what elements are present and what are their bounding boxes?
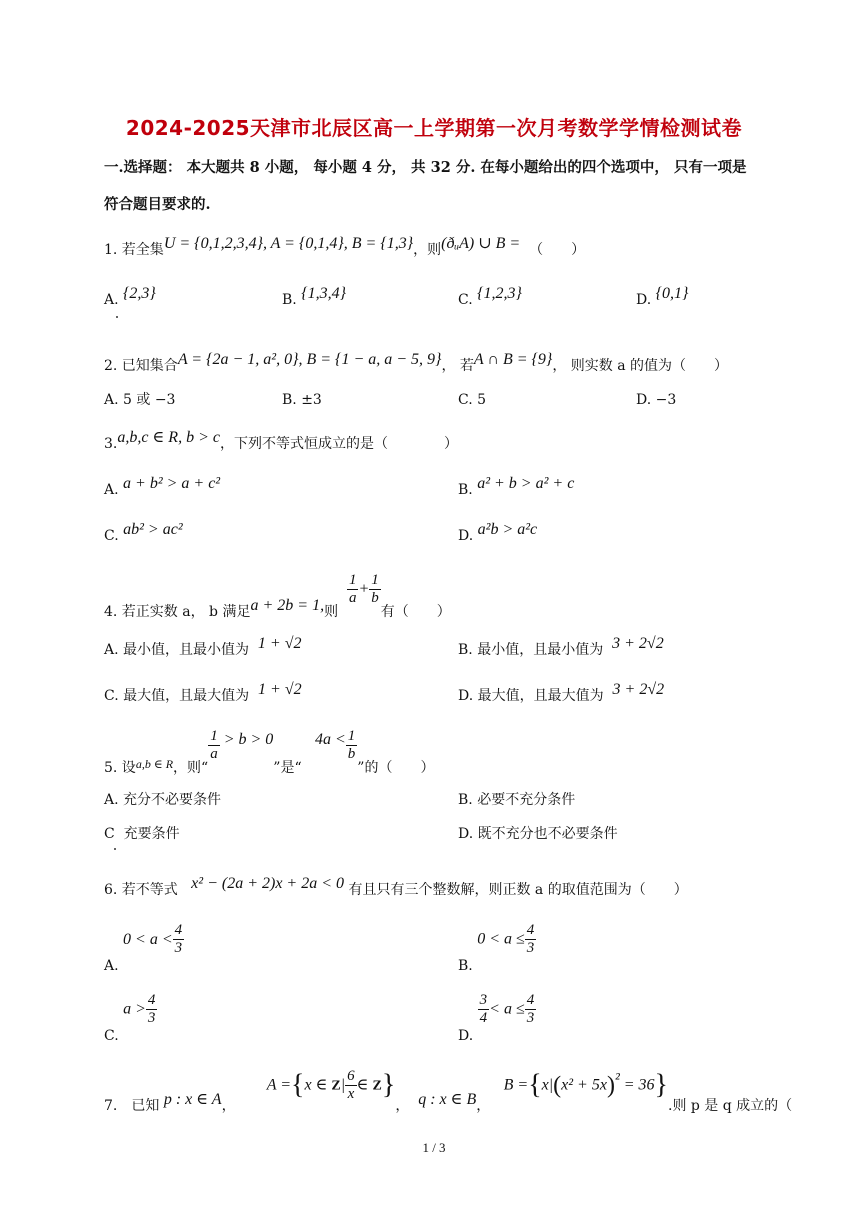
q2-math: A = {2a − 1, a², 0}, B = {1 − a, a − 5, 9} [177, 351, 442, 368]
q6-option-d: D. $\frac{3}{4}$ < a ≤ $\frac{4}{3}$ [458, 992, 535, 1044]
option-value: {1,3,4} [301, 285, 346, 302]
q5-option-d [458, 824, 618, 844]
section-header-line1: 一.选择题： 本大题共 8 小题， 每小题 4 分， 共 32 分. 在每小题给出的四个选项中， 只有一项是 [104, 159, 747, 176]
q6-option-c: C. a > $\frac{4}{3}$ [104, 992, 156, 1044]
q1-math: U = {0,1,2,3,4}, A = {0,1,4}, B = {1,3} [163, 235, 414, 252]
option-label: D. [458, 1027, 474, 1044]
q5-option-a [104, 790, 221, 810]
option-value: ±3 [301, 392, 322, 408]
option-text: 既不充分也不必要条件 [477, 826, 618, 842]
fraction-4-over-3: $\frac{4}{3}$ [174, 922, 183, 956]
q2-option-c [458, 390, 486, 410]
q3-option-c [104, 521, 183, 546]
option-label: B. [282, 392, 297, 408]
q5-suffix: ”的（ ） [357, 759, 435, 776]
q3-prefix: 3. [104, 436, 118, 452]
document-title: 2024-2025天津市北辰区高一上学期第一次月考数学学情检测试卷 [125, 116, 743, 140]
q4-math: a + 2b = 1, [250, 596, 325, 614]
q3-option-b [458, 475, 575, 500]
q3-suffix: ，下列不等式恒成立的是（ ） [219, 436, 458, 452]
option-value: {1,2,3} [477, 285, 522, 302]
option-text: 充分不必要条件 [123, 792, 222, 808]
option-label: B. [458, 642, 473, 658]
option-text: 最小值，且最小值为 [477, 642, 604, 658]
option-text: 必要不充分条件 [477, 792, 576, 808]
q5-fraction-1-over-a: $\frac{1}{a}$ [210, 728, 218, 762]
option-text: 最小值，且最小值为 [123, 642, 250, 658]
question-2 [104, 351, 729, 376]
q3-option-d [458, 521, 538, 546]
question-1 [104, 235, 586, 260]
option-value: 3 + 2√2 [612, 681, 665, 698]
fraction-4-over-3: $\frac{4}{3}$ [147, 992, 156, 1026]
option-value: {0,1} [655, 285, 689, 302]
option-label: D. [458, 826, 474, 842]
q1-prefix: 1. 若全集 [104, 242, 164, 258]
q4-option-c [104, 681, 302, 706]
option-value: 3 + 2√2 [612, 635, 664, 652]
q5-math: a,b ∈ R [135, 756, 174, 771]
q5-option-b [458, 790, 575, 810]
option-label: B. [458, 482, 473, 498]
option-label: B. [282, 292, 297, 308]
q6-option-b: B. 0 < a ≤ $\frac{4}{3}$ [458, 922, 535, 974]
question-5: 5. 设a,b ∈ R，则“ $\frac{1}{a}$ > b > 0”是“ 4a < $\frac{1}{b}$ ”的（ ） [104, 728, 435, 776]
option-value: {2,3} [123, 285, 156, 302]
section-header-line2: 符合题目要求的. [104, 196, 211, 213]
q1-mid: ，则 [413, 242, 442, 258]
option-label: A. [104, 642, 119, 658]
question-7: 7. 已知 p : x ∈ A， A ={x ∈ Z| $\frac{6}{x}$ ∈ Z}， q : x ∈ B， B ={x|(x² + 5x)² = 36}.则 p 是 q 成立的（ [104, 1068, 793, 1114]
option-label: B. [458, 792, 473, 808]
option-label: B. [458, 957, 473, 974]
q7-math-q: q : x ∈ B [418, 1090, 477, 1108]
q7-math-p: p : x ∈ A [163, 1090, 222, 1108]
option-value: 1 + √2 [257, 635, 302, 652]
q5-prefix: 5. 设 [104, 759, 136, 776]
q1-math2: (ðᵤA) ∪ B = [441, 235, 521, 252]
q1-option-d [636, 285, 689, 310]
q2-option-a [104, 390, 175, 410]
q3-math: a,b,c ∈ R, b > c [117, 429, 220, 446]
option-label: C. [458, 392, 473, 408]
stray-dot [114, 848, 116, 850]
option-label: D. [636, 292, 652, 308]
q2-math2: A ∩ B = {9} [473, 351, 553, 368]
q5-fraction-1-over-b: $\frac{1}{b}$ [347, 728, 356, 762]
option-value: a + b² > a + c² [123, 475, 221, 492]
q3-option-a [104, 475, 221, 500]
q2-option-b [282, 390, 322, 410]
option-label: C [104, 826, 115, 842]
option-label: D. [458, 688, 474, 704]
option-text: 最大值，且最大值为 [123, 688, 250, 704]
option-label: D. [636, 392, 652, 408]
option-label: C. [104, 528, 119, 544]
q2-option-d [636, 390, 676, 410]
option-value: ab² > ac² [123, 521, 183, 538]
option-text: 最大值，且最大值为 [477, 688, 604, 704]
option-label: A. [104, 292, 119, 308]
fraction-4-over-3: $\frac{4}{3}$ [526, 922, 535, 956]
page-number: 1 / 3 [422, 1140, 446, 1155]
fraction-3-over-4: $\frac{3}{4}$ [479, 992, 488, 1026]
q1-option-b [282, 285, 346, 310]
option-label: D. [458, 528, 474, 544]
q2-prefix: 2. 已知集合 [104, 358, 178, 374]
q1-suffix: （ ） [529, 242, 586, 258]
option-value: a² + b > a² + c [477, 475, 575, 492]
q4-option-a [104, 635, 302, 660]
fraction-4-over-3: $\frac{4}{3}$ [526, 992, 535, 1026]
question-6 [104, 875, 688, 900]
option-text: 充要条件 [123, 826, 180, 842]
q6-prefix: 6. 若不等式 [104, 882, 178, 898]
option-label: A. [104, 957, 119, 974]
q5-mid: ，则“ [173, 759, 209, 776]
q4-fraction-1-over-b: $\frac{1}{b}$ [371, 572, 379, 606]
q4-fraction-1-over-a: $\frac{1}{a}$ [348, 572, 357, 606]
q1-option-c [458, 285, 522, 310]
q4-prefix: 4. 若正实数 a， b 满足 [104, 603, 251, 620]
option-label: C. [458, 292, 473, 308]
q1-option-a [104, 285, 156, 310]
option-label: A. [104, 482, 119, 498]
q5-mid2: ”是“ [273, 759, 302, 776]
option-value: 1 + √2 [258, 681, 302, 698]
option-label: A. [104, 392, 119, 408]
q6-math: x² − (2a + 2)x + 2a < 0 [191, 875, 345, 892]
q6-suffix: 有且只有三个整数解，则正数 a 的取值范围为（ ） [348, 882, 688, 898]
q2-suffix: ， 则实数 a 的值为（ ） [552, 358, 729, 374]
option-value: 5 或 −3 [123, 392, 176, 408]
option-value: 5 [477, 392, 487, 408]
option-label: A. [104, 792, 119, 808]
q4-mid: 则 [324, 603, 339, 620]
q7-suffix: .则 p 是 q 成立的（ [668, 1097, 793, 1114]
stray-dot [116, 316, 118, 318]
option-value: a²b > a²c [477, 521, 538, 538]
q7-prefix: 7. 已知 [104, 1097, 160, 1114]
question-4: 4. 若正实数 a， b 满足a + 2b = 1,则 $\frac{1}{a}$ + $\frac{1}{b}$ 有（ ） [104, 572, 451, 620]
q6-option-a: A. 0 < a < $\frac{4}{3}$ [104, 922, 183, 974]
question-3 [104, 429, 458, 454]
q4-option-b [458, 635, 664, 660]
q4-suffix: 有（ ） [380, 603, 451, 620]
option-label: C. [104, 688, 119, 704]
fraction-6-over-x: $\frac{6}{x}$ [347, 1068, 355, 1102]
option-label: C. [104, 1027, 119, 1044]
q5-option-c [104, 824, 180, 844]
option-value: −3 [655, 392, 677, 408]
q4-option-d [458, 681, 665, 706]
q2-mid: ， 若 [441, 358, 474, 374]
